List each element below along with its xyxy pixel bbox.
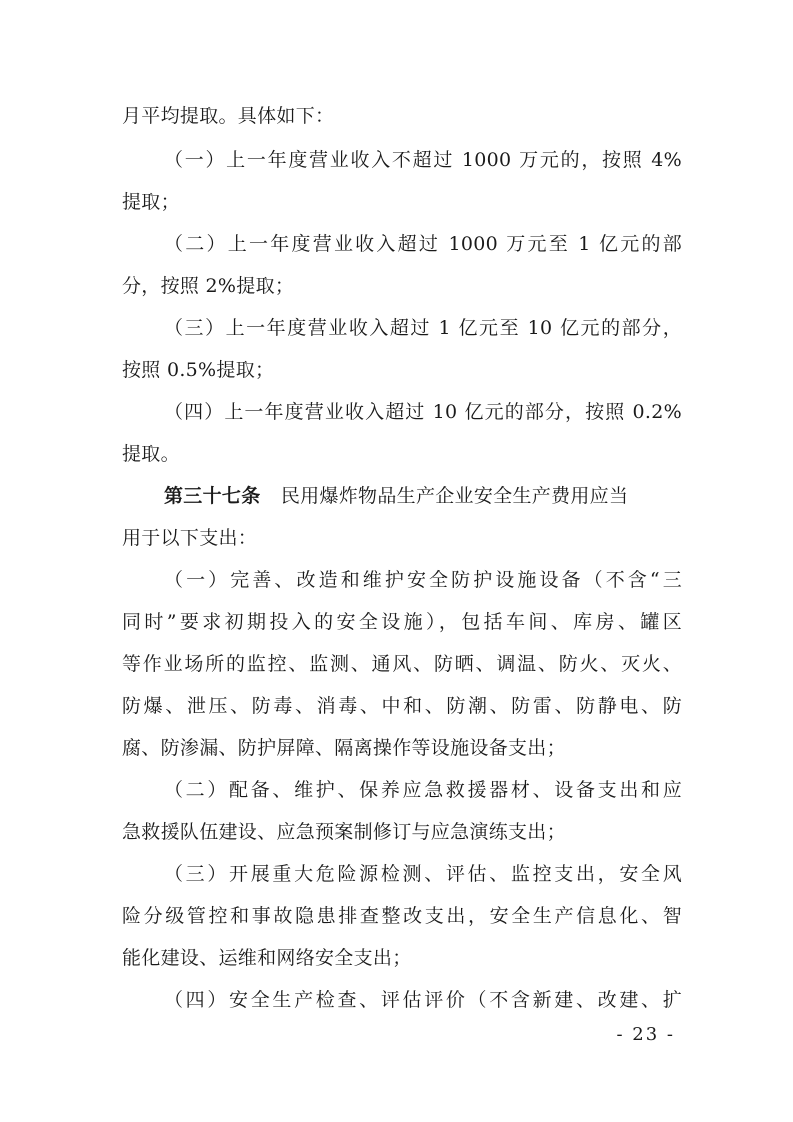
text-line: （三）开展重大危险源检测、评估、监控支出，安全风	[164, 863, 682, 885]
text-line: 急救援队伍建设、应急预案制修订与应急演练支出；	[122, 821, 566, 843]
text-line: 提取；	[122, 191, 180, 213]
text-line: （一）上一年度营业收入不超过 1000 万元的，按照 4%	[164, 149, 682, 171]
text-line: 民用爆炸物品生产企业安全生产费用应当	[280, 485, 629, 507]
text-line: 防爆、泄压、防毒、消毒、中和、防潮、防雷、防静电、防	[122, 695, 682, 717]
text-line: （二）配备、维护、保养应急救援器材、设备支出和应	[164, 779, 682, 801]
text-line: （三）上一年度营业收入超过 1 亿元至 10 亿元的部分，	[164, 317, 682, 339]
text-line: 同时”要求初期投入的安全设施），包括车间、库房、罐区	[122, 611, 682, 633]
text-line: 等作业场所的监控、监测、通风、防晒、调温、防火、灭火、	[122, 653, 682, 675]
text-line: 险分级管控和事故隐患排查整改支出，安全生产信息化、智	[122, 905, 682, 927]
text-line: （四）安全生产检查、评估评价（不含新建、改建、扩	[164, 989, 682, 1011]
article-line	[164, 476, 682, 516]
text-line: 用于以下支出：	[122, 527, 258, 549]
text-line: （四）上一年度营业收入超过 10 亿元的部分，按照 0.2%	[164, 401, 682, 423]
text-line: （一）完善、改造和维护安全防护设施设备（不含“三	[164, 569, 682, 591]
text-line: 按照 0.5%提取；	[122, 359, 275, 381]
article-heading: 第三十七条	[164, 485, 261, 507]
page-number: - 23 -	[616, 1024, 675, 1045]
text-line: 月平均提取。具体如下：	[122, 105, 335, 127]
text-line: 提取。	[122, 443, 180, 465]
text-line: 分，按照 2%提取；	[122, 275, 295, 297]
text-line: 能化建设、运维和网络安全支出；	[122, 947, 412, 969]
text-line: （二）上一年度营业收入超过 1000 万元至 1 亿元的部	[164, 233, 682, 255]
text-line: 腐、防渗漏、防护屏障、隔离操作等设施设备支出；	[122, 737, 566, 759]
